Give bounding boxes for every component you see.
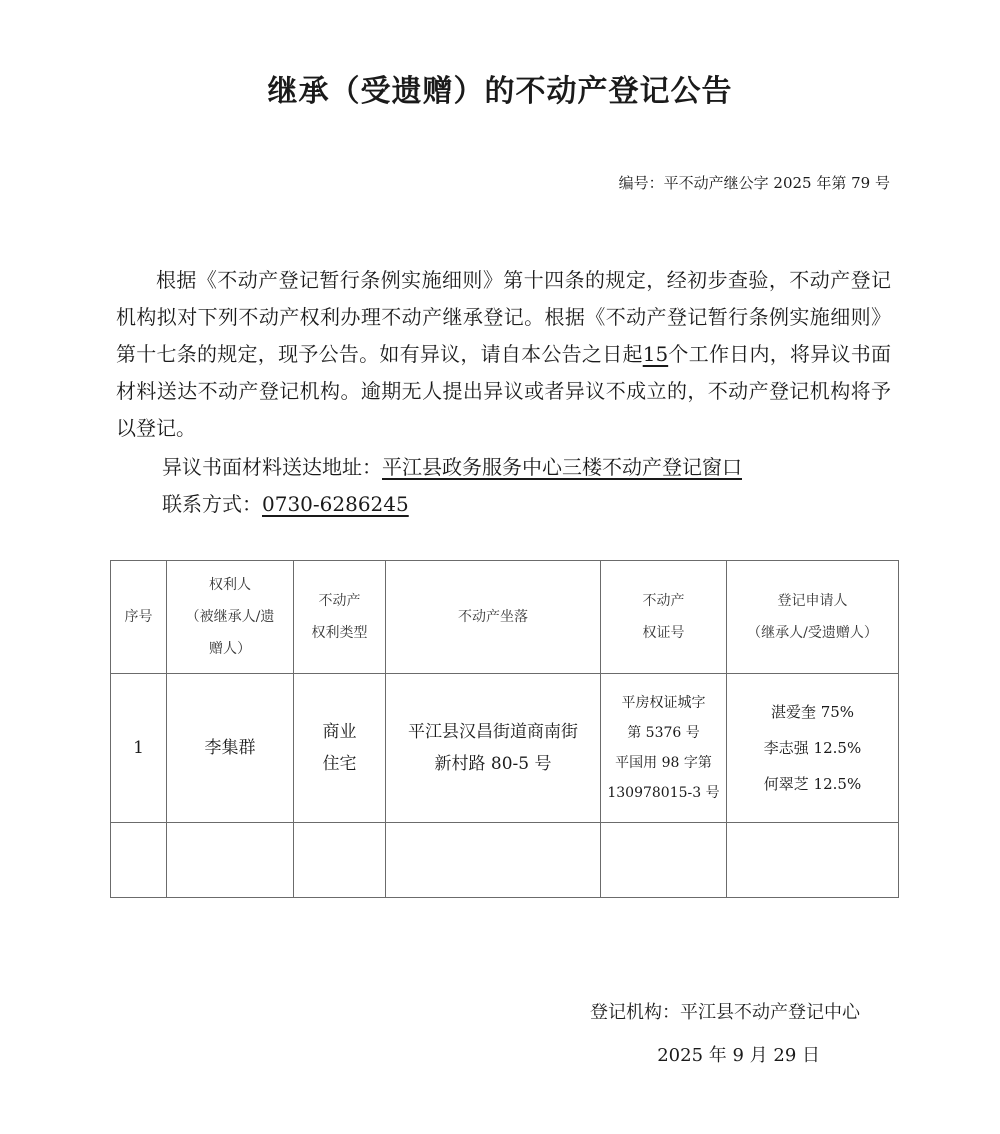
empty-cell xyxy=(386,823,601,898)
cell-seq: 1 xyxy=(111,674,167,823)
cell-cert-line3: 平国用 98 字第 xyxy=(615,755,712,771)
cell-cert-line2: 第 5376 号 xyxy=(627,725,700,741)
table-row-empty xyxy=(111,823,899,898)
header-applicant-line2: （继承人/受遗赠人） xyxy=(747,625,878,641)
cell-location-line2: 新村路 80-5 号 xyxy=(434,754,552,774)
empty-cell xyxy=(111,823,167,898)
empty-cell xyxy=(601,823,727,898)
header-certificate xyxy=(601,561,727,674)
announcement-date: 2025 年 9 月 29 日 xyxy=(657,1045,820,1066)
registration-authority: 登记机构：平江县不动产登记中心 xyxy=(590,1002,860,1023)
cell-holder: 李集群 xyxy=(167,674,294,823)
applicant-2: 李志强 12.5% xyxy=(763,739,862,757)
empty-cell xyxy=(727,823,899,898)
page-title: 继承（受遗赠）的不动产登记公告 xyxy=(267,74,733,109)
header-type-line2: 权利类型 xyxy=(311,625,368,641)
contact-label: 联系方式： xyxy=(162,492,262,516)
header-right-type xyxy=(294,561,386,674)
registration-table xyxy=(110,560,899,898)
header-cert-line2: 权证号 xyxy=(642,625,685,641)
applicant-1: 湛爱奎 75% xyxy=(770,703,855,721)
cell-type-line1: 商业 xyxy=(322,722,357,742)
contact-phone: 0730-6286245 xyxy=(262,492,409,516)
empty-cell xyxy=(294,823,386,898)
paragraph-text-part1: 根据《不动产登记暂行条例实施细则》第十四条的规定，经初步查验，不动产登记机构拟对下列不动产权利办理不动产继承登记。根据《不动产登记暂行条例实施细则》第十七条的规定，现予公告。如有异议，请自本公告之日起 xyxy=(116,268,891,366)
header-type-line1: 不动产 xyxy=(318,593,361,609)
objection-address xyxy=(162,449,742,486)
cell-location xyxy=(386,674,601,823)
table-row xyxy=(111,674,899,823)
header-seq: 序号 xyxy=(111,561,167,674)
cell-applicants xyxy=(727,674,899,823)
header-cert-line1: 不动产 xyxy=(642,593,685,609)
header-location: 不动产坐落 xyxy=(386,561,601,674)
cell-right-type xyxy=(294,674,386,823)
header-applicant xyxy=(727,561,899,674)
cell-certificate xyxy=(601,674,727,823)
header-holder-line3: 赠人） xyxy=(209,641,251,657)
cell-cert-line4: 130978015-3 号 xyxy=(607,785,720,801)
empty-cell xyxy=(167,823,294,898)
header-holder-line2: （被继承人/遗 xyxy=(185,609,275,625)
cell-cert-line1: 平房权证城字 xyxy=(621,695,706,711)
document-number: 编号：平不动产继公字 2025 年第 79 号 xyxy=(618,174,890,192)
address-label: 异议书面材料送达地址： xyxy=(162,455,382,479)
address-value: 平江县政务服务中心三楼不动产登记窗口 xyxy=(382,455,742,479)
header-holder-line1: 权利人 xyxy=(209,577,251,593)
objection-days: 15 xyxy=(642,342,669,366)
table-header-row xyxy=(111,561,899,674)
applicant-3: 何翠芝 12.5% xyxy=(763,775,862,793)
cell-type-line2: 住宅 xyxy=(322,754,357,774)
contact-info xyxy=(162,486,409,523)
header-holder xyxy=(167,561,294,674)
paragraph-text-part2: 个工作日内，将异议书面材料送达不动产登记机构。逾期无人提出异议或者异议不成立的，不动产登记机构将予以登记。 xyxy=(116,342,892,440)
announcement-paragraph xyxy=(116,262,891,447)
header-applicant-line1: 登记申请人 xyxy=(777,593,848,609)
cell-location-line1: 平江县汉昌街道商南街 xyxy=(408,722,578,742)
